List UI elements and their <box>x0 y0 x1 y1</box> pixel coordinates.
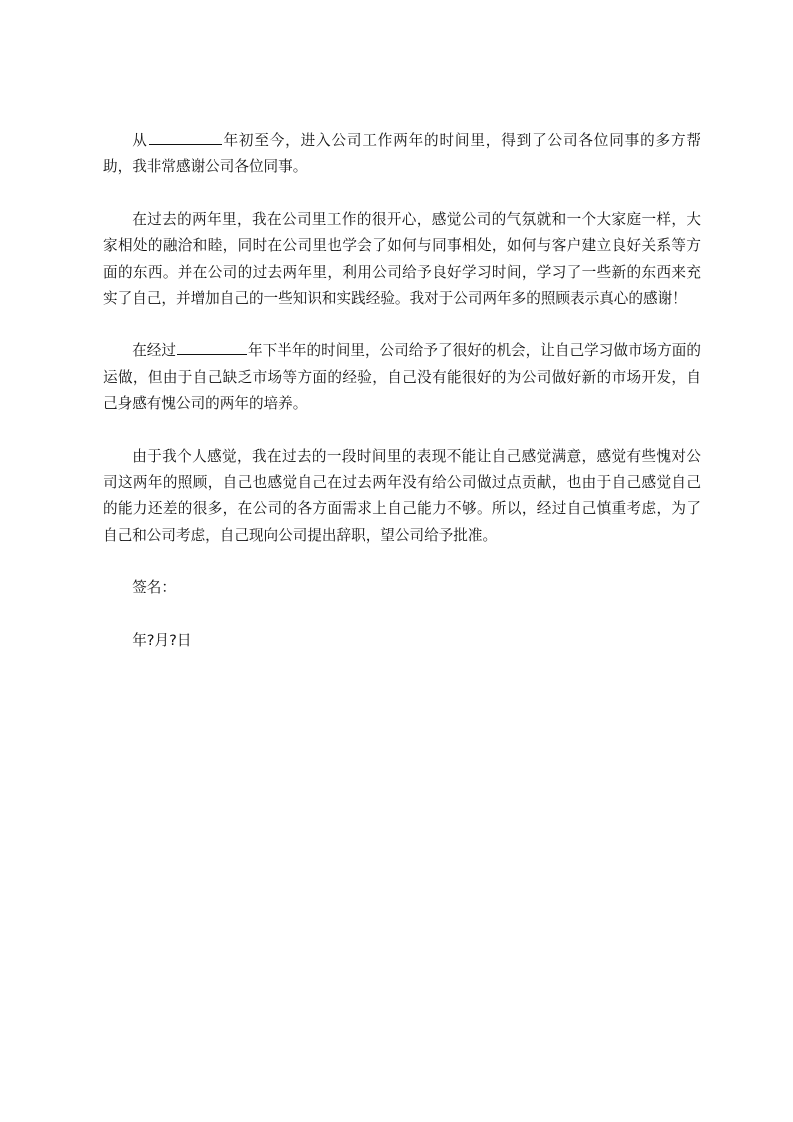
date-line: 年?月?日 <box>132 631 192 649</box>
paragraph-opening-lead: 从 <box>132 132 148 149</box>
paragraph-market-experience <box>103 338 701 417</box>
paragraph-opening-text: 年初至今，进入公司工作两年的时间里，得到了公司各位同事的多方帮助，我非常感谢公司各位同事。 <box>103 132 701 176</box>
paragraph-market-text: 年下半年的时间里，公司给予了很好的机会，让自己学习做市场方面的运做，但由于自己缺乏市场等方面的经验，自己没有能很好的为公司做好新的市场开发，自己身感有愧公司的两年的培养。 <box>103 342 701 413</box>
year-blank-2 <box>177 338 247 355</box>
signature-label: 签名： <box>132 579 176 597</box>
paragraph-market-lead: 在经过 <box>132 342 177 360</box>
paragraph-resignation-request: 由于我个人感觉，我在过去的一段时间里的表现不能让自己感觉满意，感觉有些愧对公司这两年的照顾，自己也感觉自己在过去两年没有给公司做过点贡献，也由于自己感觉自己的能力还差的很多，在公司的各方面需求上自己能力不够。所以，经过自己慎重考虑，为了自己和公司考虑，自己现向公司提出辞职，望公司给予批准。 <box>103 447 701 544</box>
year-blank-1 <box>149 128 222 145</box>
resignation-letter <box>103 128 701 680</box>
paragraph-gratitude: 在过去的两年里，我在公司里工作的很开心，感觉公司的气氛就和一个大家庭一样，大家相处的融洽和睦，同时在公司里也学会了如何与同事相处，如何与客户建立良好关系等方面的东西。并在公司的过去两年里，利用公司给予良好学习时间，学习了一些新的东西来充实了自己，并增加自己的一些知识和实践经验。我对于公司两年多的照顾表示真心的感谢！ <box>103 210 701 308</box>
paragraph-opening <box>103 128 701 181</box>
